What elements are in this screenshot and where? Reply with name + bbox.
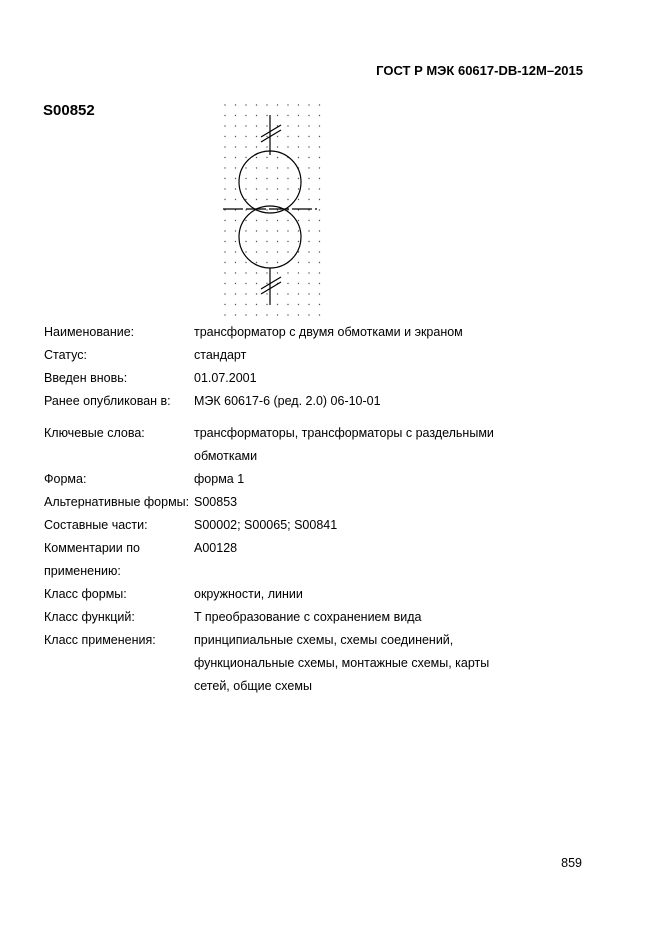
- transformer-symbol: [215, 95, 325, 320]
- property-row: [44, 629, 544, 698]
- property-label: Ключевые слова:: [44, 426, 145, 440]
- property-row: [44, 537, 544, 583]
- property-label: Класс формы:: [44, 587, 127, 601]
- primary-winding-circle: [239, 151, 301, 213]
- document-header: ГОСТ Р МЭК 60617-DB-12M–2015: [376, 63, 583, 78]
- top-tick-1: [261, 125, 281, 137]
- symbol-code: S00852: [43, 102, 95, 119]
- grid-dots: [224, 104, 320, 315]
- property-value: T преобразование с сохранением вида: [194, 610, 422, 624]
- property-row: [44, 422, 544, 468]
- property-value: трансформаторы, трансформаторы с раздельными обмотками: [194, 426, 494, 463]
- property-label: Класс применения:: [44, 633, 156, 647]
- property-label: Класс функций:: [44, 610, 135, 624]
- property-row: [44, 514, 544, 537]
- property-value: стандарт: [194, 348, 247, 362]
- property-value: МЭК 60617-6 (ред. 2.0) 06-10-01: [194, 394, 381, 408]
- property-value: A00128: [194, 541, 238, 555]
- property-value: принципиальные схемы, схемы соединений, функциональные схемы, монтажные схемы, карты сетей, общие схемы: [194, 633, 490, 693]
- property-value: S00853: [194, 495, 238, 509]
- property-row: [44, 468, 544, 491]
- bottom-tick-1: [261, 277, 281, 289]
- property-label: Составные части:: [44, 518, 148, 532]
- property-label: Наименование:: [44, 325, 135, 339]
- property-label: Статус:: [44, 348, 87, 362]
- property-label: Форма:: [44, 472, 87, 486]
- property-row: [44, 390, 544, 413]
- secondary-winding-circle: [239, 206, 301, 268]
- property-label: Комментарии по применению:: [44, 541, 140, 578]
- property-value: S00002; S00065; S00841: [194, 518, 338, 532]
- property-row: [44, 583, 544, 606]
- property-row: [44, 491, 544, 514]
- property-row: [44, 321, 544, 344]
- top-tick-2: [261, 130, 281, 142]
- page-number: 859: [561, 856, 582, 870]
- property-value: форма 1: [194, 472, 245, 486]
- property-value: окружности, линии: [194, 587, 303, 601]
- property-label: Ранее опубликован в:: [44, 394, 171, 408]
- property-row: [44, 367, 544, 390]
- property-value: 01.07.2001: [194, 371, 257, 385]
- bottom-tick-2: [261, 282, 281, 294]
- property-row: [44, 344, 544, 367]
- properties-table: [44, 321, 544, 698]
- property-row: [44, 606, 544, 629]
- property-label: Альтернативные формы:: [44, 495, 190, 509]
- property-value: трансформатор с двумя обмотками и экраном: [194, 325, 463, 339]
- property-label: Введен вновь:: [44, 371, 128, 385]
